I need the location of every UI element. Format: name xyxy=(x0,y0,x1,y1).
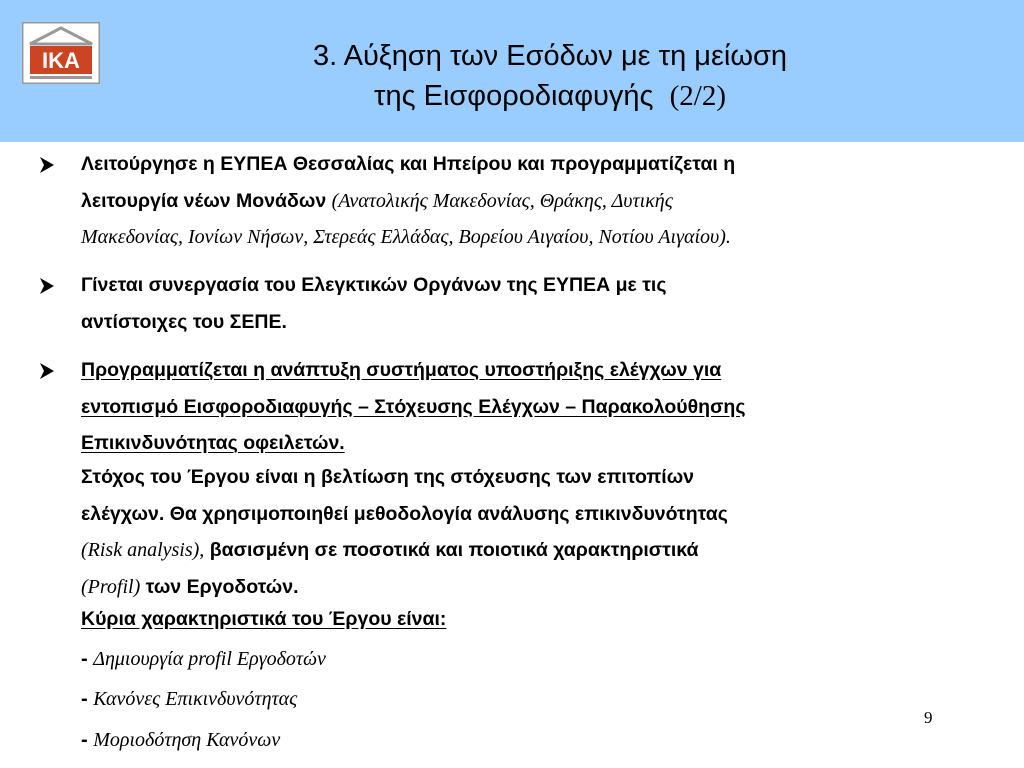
paragraph-line-1: Στόχος του Έργου είναι η βελτίωση της στόχευσης των επιτοπίων xyxy=(81,466,695,488)
bullet-1-line-1: Λειτούργησε η ΕΥΠΕΑ Θεσσαλίας και Ηπείρου και προγραμματίζεται η xyxy=(81,153,736,175)
paragraph-line-4 xyxy=(81,569,981,606)
dash-marker: - xyxy=(81,648,94,670)
bullet-3-line-1: Προγραμματίζεται η ανάπτυξη συστήματος υποστήριξης ελέγχων για xyxy=(81,359,722,381)
title-page-indicator: (2/2) xyxy=(669,80,726,112)
features-heading: Κύρια χαρακτηριστικά του Έργου είναι: xyxy=(81,608,447,630)
paragraph-line-3-bold: βασισμένη σε ποσοτικά και ποιοτικά χαρακτηριστικά xyxy=(209,539,699,561)
bullet-2-line-2: αντίστοιχες του ΣΕΠΕ. xyxy=(81,310,287,333)
paragraph-line-4-bold: των Εργοδοτών. xyxy=(145,575,299,598)
bullet-1-line-2 xyxy=(81,183,981,220)
logo-text: IKA xyxy=(42,48,80,73)
dash-marker: - xyxy=(81,729,94,751)
arrow-bullet-icon xyxy=(36,154,58,176)
dash-marker: - xyxy=(81,688,94,710)
bullet-3-line-2: εντοπισμό Εισφοροδιαφυγής – Στόχευσης Ελέγχων – Παρακολούθησης xyxy=(81,395,746,418)
feature-item xyxy=(81,681,297,717)
risk-analysis-text: (Risk analysis), xyxy=(81,539,205,561)
project-goal-paragraph xyxy=(81,459,981,605)
feature-text: Μοριοδότηση Κανόνων xyxy=(93,729,281,751)
page-number: 9 xyxy=(924,708,933,727)
bullet-1-line-3: Μακεδονίας, Ιονίων Νήσων, Στερεάς Ελλάδας, Βορείου Αιγαίου, Νοτίου Αιγαίου). xyxy=(81,226,731,248)
profil-text: (Profil) xyxy=(81,575,141,598)
bullet-1-italic-text: (Ανατολικής Μακεδονίας, Θράκης, Δυτικής xyxy=(331,189,673,212)
title-line-1: 3. Αύξηση των Εσόδων με τη μείωση xyxy=(312,40,788,72)
bullet-2-line-1: Γίνεται συνεργασία του Ελεγκτικών Οργάνων της ΕΥΠΕΑ με τις xyxy=(81,274,667,296)
title-line-2-text: της Εισφοροδιαφυγής xyxy=(374,80,654,112)
paragraph-line-2: ελέγχων. Θα χρησιμοποιηθεί μεθοδολογία ανάλυσης επικινδυνότητας xyxy=(81,502,728,525)
feature-text: Κανόνες Επικινδυνότητας xyxy=(93,688,298,710)
feature-item xyxy=(81,641,326,677)
arrow-bullet-icon xyxy=(36,275,58,297)
bullet-1 xyxy=(81,146,981,256)
bullet-2 xyxy=(81,267,981,340)
paragraph-line-3 xyxy=(81,532,981,569)
bullet-3-line-3: Επικινδυνότητας οφειλετών. xyxy=(81,432,345,454)
bullet-1-bold-text: λειτουργία νέων Μονάδων xyxy=(81,189,327,212)
arrow-bullet-icon xyxy=(36,360,58,382)
bullet-3 xyxy=(81,352,981,462)
feature-text: Δημιουργία profil Εργοδοτών xyxy=(93,648,326,670)
feature-item xyxy=(81,722,280,758)
